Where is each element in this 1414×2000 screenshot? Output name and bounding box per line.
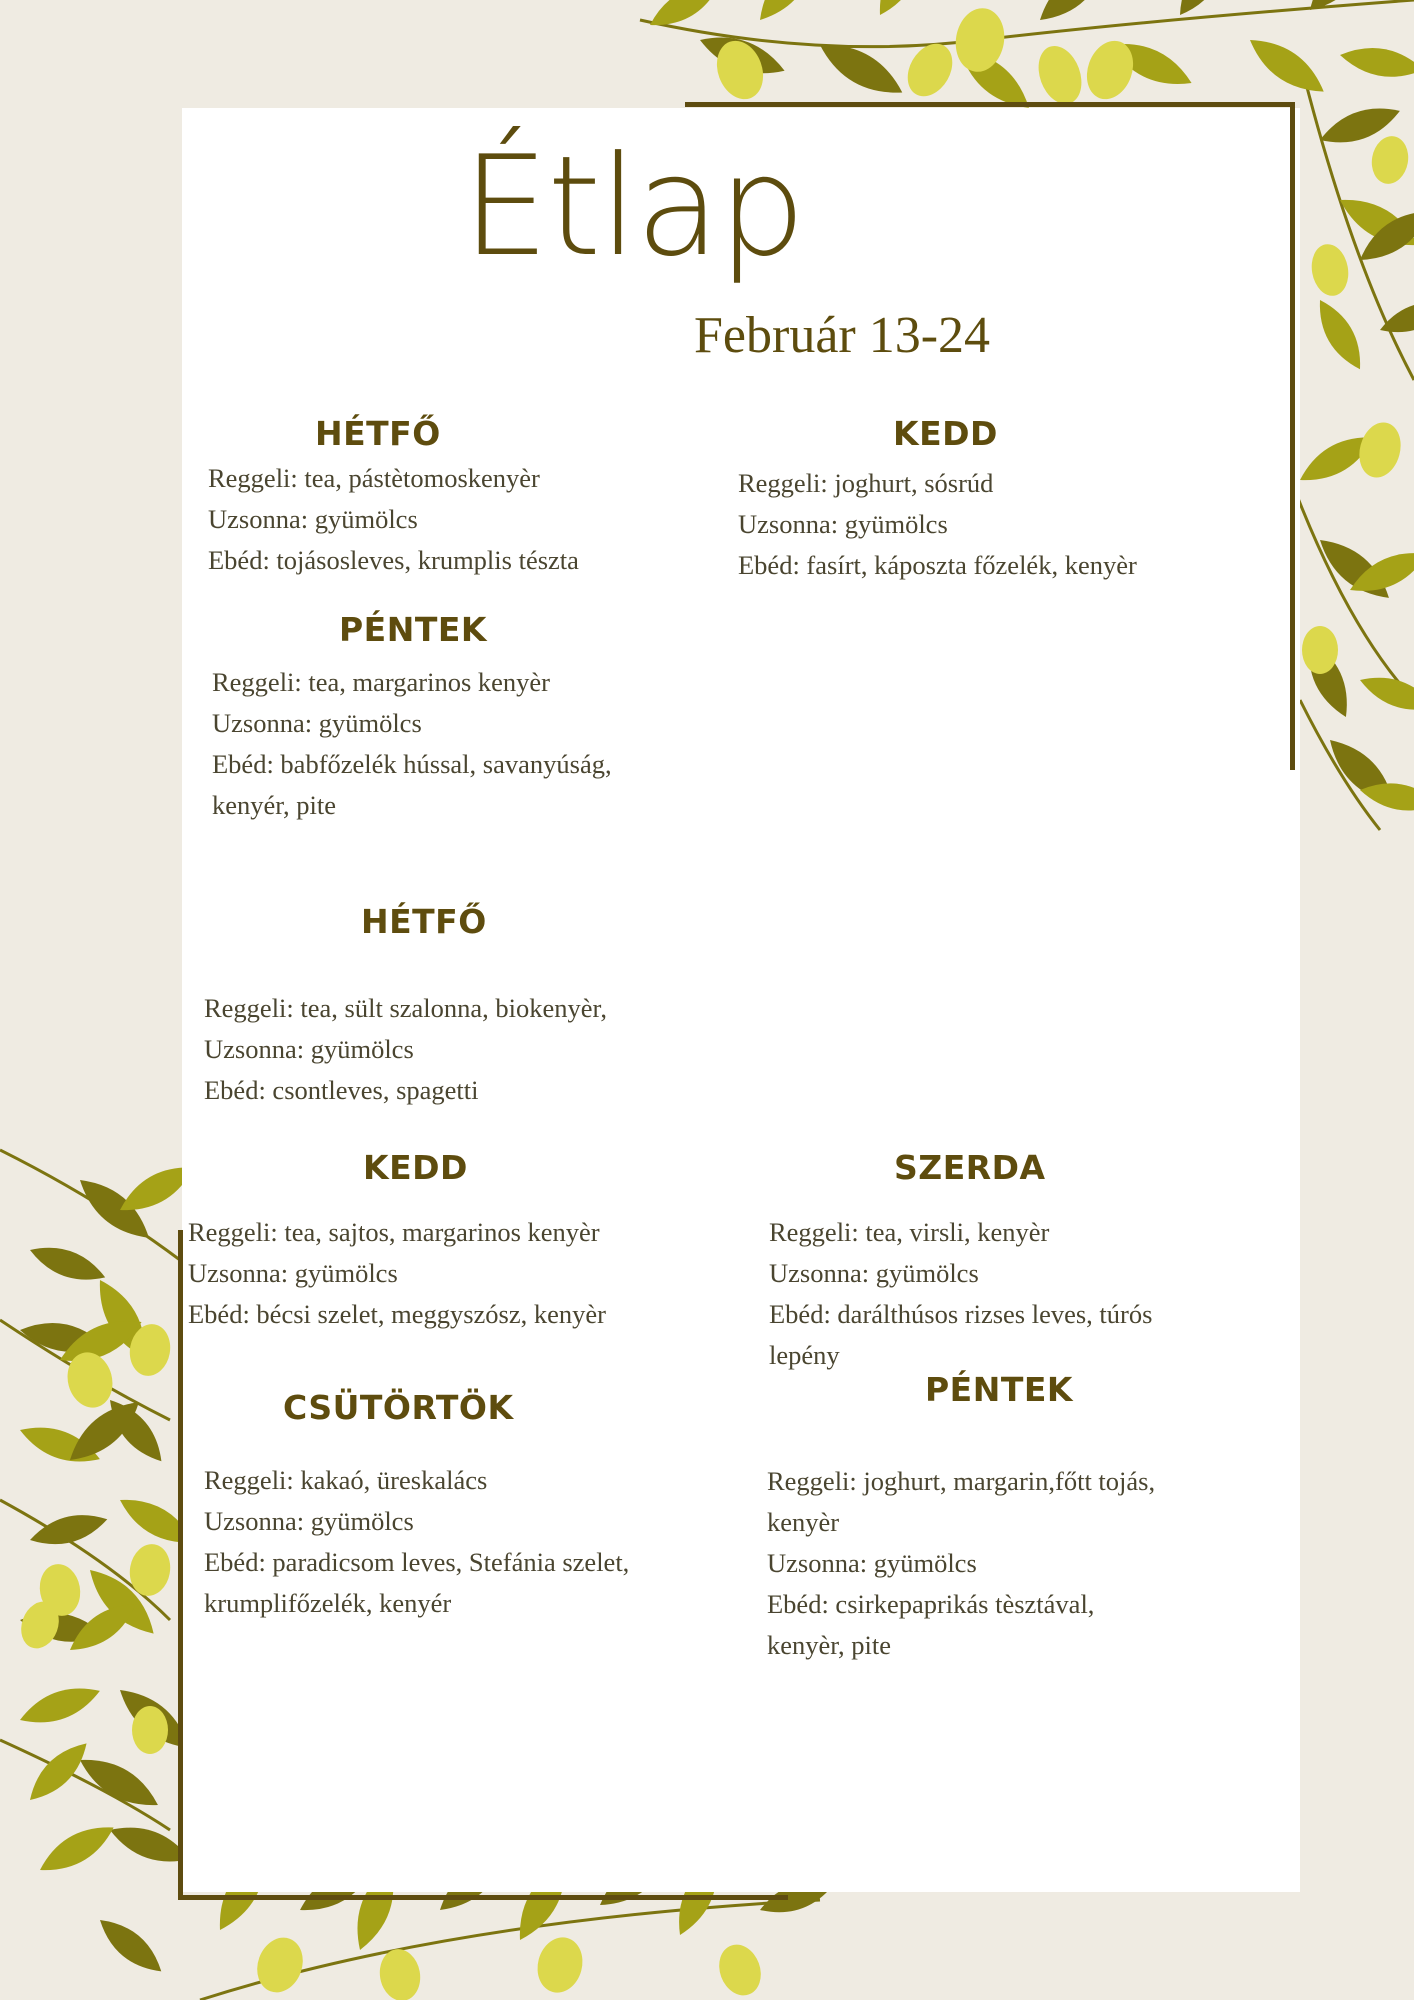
menu-line: Ebéd: bécsi szelet, meggyszósz, kenyèr (188, 1299, 606, 1329)
menu-line: Reggeli: tea, margarinos kenyèr (212, 667, 551, 697)
menu-line: Ebéd: csontleves, spagetti (204, 1075, 479, 1105)
menu-line: Ebéd: darálthúsos rizses leves, túrós (769, 1299, 1153, 1329)
leaf-shape (27, 1507, 111, 1552)
olive-berry (132, 1706, 168, 1754)
menu-line: Reggeli: joghurt, sósrúd (738, 468, 994, 498)
menu-line: Ebéd: babfőzelék hússal, savanyúság, (212, 749, 612, 779)
olive-berry (1353, 418, 1406, 482)
menu-line: Uzsonna: gyümölcs (212, 708, 422, 738)
leaf-shape (750, 0, 825, 29)
leaf-shape (1356, 668, 1414, 719)
menu-list-monday (208, 458, 668, 581)
branch-stem (640, 0, 1414, 47)
leaf-shape (15, 1678, 104, 1733)
olive-berry (1368, 133, 1412, 187)
olive-berry (1308, 241, 1352, 298)
frame-line-left (178, 1230, 183, 1900)
menu-line: Reggeli: joghurt, margarin,főtt tojás, (767, 1466, 1156, 1496)
day-heading-tuesday: KEDD (893, 414, 998, 453)
menu-line: kenyèr, pite (767, 1630, 892, 1660)
day-heading-friday-week2: PÉNTEK (925, 1370, 1073, 1409)
leaf-shape (1338, 42, 1414, 84)
day-heading-monday: HÉTFŐ (315, 414, 441, 453)
day-heading-monday-week2: HÉTFŐ (361, 902, 487, 941)
menu-line: Uzsonna: gyümölcs (204, 1506, 414, 1536)
olive-berry (951, 4, 1009, 75)
leaf-shape (644, 0, 726, 36)
menu-line: Uzsonna: gyümölcs (767, 1548, 977, 1578)
menu-line: Uzsonna: gyümölcs (738, 509, 948, 539)
menu-line: kenyér, pite (212, 790, 337, 820)
menu-line: Reggeli: tea, sajtos, margarinos kenyèr (188, 1217, 600, 1247)
menu-line: Uzsonna: gyümölcs (769, 1258, 979, 1288)
menu-line: krumplifőzelék, kenyér (204, 1588, 452, 1618)
olive-berry (532, 1932, 589, 1997)
menu-line: Uzsonna: gyümölcs (188, 1258, 398, 1288)
branch-stem (0, 1740, 170, 1830)
menu-line: Reggeli: kakaó, üreskalács (204, 1465, 488, 1495)
menu-list-friday (212, 662, 672, 826)
menu-line: Reggeli: tea, virsli, kenyèr (769, 1217, 1050, 1247)
leaf-shape (92, 1910, 170, 1981)
menu-line: Ebéd: fasírt, káposzta főzelék, kenyèr (738, 550, 1137, 580)
leaf-shape (869, 0, 931, 21)
leaf-shape (1376, 293, 1414, 341)
frame-line-bottom (178, 1895, 788, 1900)
menu-list-friday-week2 (767, 1461, 1213, 1666)
olive-berry (250, 1931, 310, 1999)
page-title: Étlap (462, 126, 804, 287)
menu-line: lepény (769, 1340, 840, 1370)
leaf-shape (1309, 294, 1371, 376)
day-heading-wednesday: SZERDA (894, 1148, 1046, 1187)
menu-line: Uzsonna: gyümölcs (208, 504, 418, 534)
menu-list-thursday (204, 1460, 692, 1624)
menu-line: Ebéd: paradicsom leves, Stefánia szelet, (204, 1547, 630, 1577)
menu-list-tuesday-week2 (188, 1212, 668, 1335)
frame-line-top (685, 102, 1295, 107)
olive-berry (1031, 40, 1089, 110)
menu-line: Ebéd: csirkepaprikás tèsztával, (767, 1589, 1095, 1619)
menu-line: Uzsonna: gyümölcs (204, 1034, 414, 1064)
menu-list-monday-week2 (204, 988, 684, 1111)
leaf-shape (33, 1816, 120, 1882)
menu-list-tuesday (738, 463, 1238, 586)
menu-line: Ebéd: tojásosleves, krumplis tészta (208, 545, 579, 575)
olive-berry (712, 1939, 767, 2000)
olive-berry (126, 1541, 174, 1599)
menu-line: kenyèr (767, 1507, 840, 1537)
leaf-shape (26, 1238, 110, 1289)
leaf-shape (21, 1734, 96, 1809)
leaf-shape (1242, 28, 1332, 103)
menu-list-wednesday (769, 1212, 1225, 1376)
leaf-shape (812, 32, 909, 106)
olive-berry (1302, 626, 1338, 674)
menu-line: Reggeli: tea, sült szalonna, biokenyèr, (204, 993, 607, 1023)
day-heading-friday: PÉNTEK (339, 610, 487, 649)
day-heading-thursday: CSÜTÖRTÖK (283, 1388, 514, 1427)
frame-line-right (1290, 102, 1295, 770)
day-heading-tuesday-week2: KEDD (363, 1148, 468, 1187)
date-range: Február 13-24 (694, 307, 991, 364)
menu-line: Reggeli: tea, pástètomoskenyèr (208, 463, 540, 493)
